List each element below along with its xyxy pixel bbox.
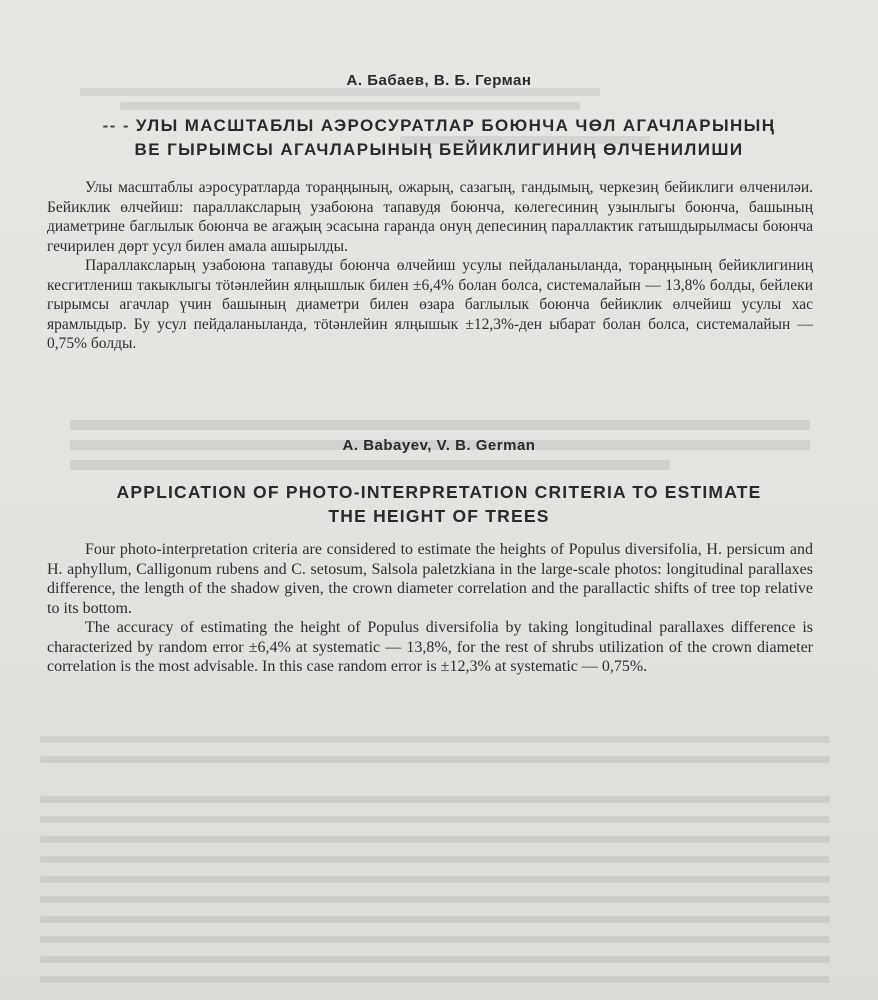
english-paragraph-2: The accuracy of estimating the height of Populus diversifolia by taking longitudinal parallaxes difference is characterized by random error ±6,4% at systematic — 13,8%, for the rest of shrubs utilization of the crown diameter correlation is the most advisable. In this case random error is ±12,3% at systematic — 0,75%. (47, 619, 813, 675)
turkmen-paragraph-1: Улы масштаблы аэросуратларда тораңңының, ожарың, сазагың, гандымың, черкезиң бейиклиги өлчениләи. Бейиклик өлчейиш: параллаксларың узабоюна тапавудя боюнча, көлегесиниң узынлыгы боюнча, башының диаметрине баглылык боюнча ве агаҗың эсасына гаранда онуң депесиниң параллактик гатышдырылмасы боюнча гечирилен дөрт усул билен амала ашырылды. (47, 179, 813, 255)
english-title-line-2: THE HEIGHT OF TREES (328, 506, 550, 526)
turkmen-abstract (47, 178, 813, 354)
turkmen-title (0, 114, 878, 162)
turkmen-paragraph-2: Параллаксларың узабоюна тапавуды боюнча өлчейиш усулы пейдаланыланда, тораңңының бейиклигиниң кесгитлениш такыклыгы тötәнлейин ялңышлык билен ±6,4% болан болса, системалайын — 13,8% болды, бейлеки гырымсы агачлар үчин башының диаметри билен өзара баглылык боюнча бейиклик өлчейиш усулы хас ярамлыдыр. Бу усул пейдаланыланда, тötәнлейин ялңышык ±12,3%-ден ыбарат болан болса, системалайын — 0,75% болды. (47, 257, 813, 352)
turkmen-authors: А. Бабаев, В. Б. Герман (346, 72, 532, 89)
english-title-line-1: APPLICATION OF PHOTO-INTERPRETATION CRITERIA TO ESTIMATE (116, 482, 762, 502)
english-authors: A. Babayev, V. B. German (342, 437, 536, 454)
turkmen-title-line-1 (0, 114, 878, 138)
turkmen-title-line-2: ВЕ ГЫРЫМСЫ АГАЧЛАРЫНЫҢ БЕЙИКЛИГИНИҢ ӨЛЧЕНИЛИШИ (134, 140, 744, 159)
english-title (0, 480, 878, 528)
english-abstract (47, 540, 813, 677)
turkmen-title-line-1-text: УЛЫ МАСШТАБЛЫ АЭРОСУРАТЛАР БОЮНЧА ЧӨЛ АГАЧЛАРЫНЫҢ (135, 116, 776, 135)
english-paragraph-1: Four photo-interpretation criteria are considered to estimate the heights of Populus diversifolia, H. persicum and H. aphyllum, Calligonum rubens and C. setosum, Salsola paletzkiana in the large-scale photos: longitudinal parallaxes difference, the length of the shadow given, the crown diameter correlation and the parallactic shifts of tree top relative to its bottom. (47, 541, 813, 617)
title-dash-mark: -- - (102, 116, 130, 135)
